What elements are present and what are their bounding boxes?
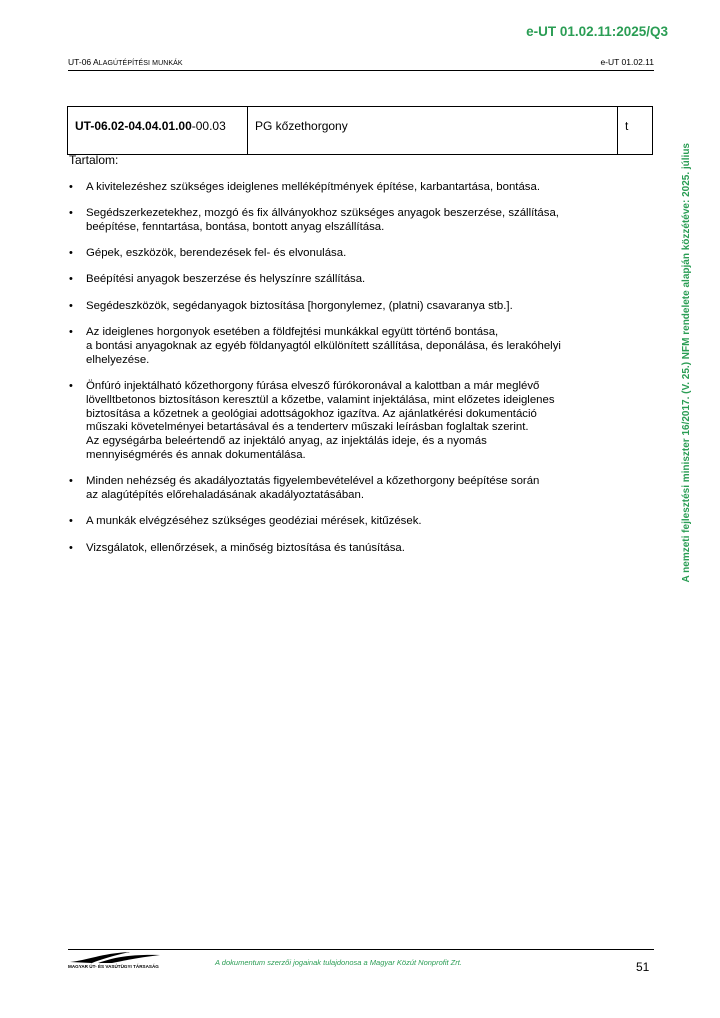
item-code: UT-06.02-04.04.01.00 [75,119,192,133]
running-header-code: e-UT 01.02.11 [600,57,654,67]
side-note-text: A nemzeti fejlesztési miniszter 16/2017. (V. 25.) NFM rendelete alapján közzétéve: 2025. július [680,143,692,583]
item-code-cell [68,107,248,155]
list-item [69,326,653,367]
copyright-note: A dokumentum szerzői jogainak tulajdonosa a Magyar Közút Nonprofit Zrt. [215,958,462,967]
list-item-line: • Segédeszközök, segédanyagok biztosítása [horgonylemez, (platni) csavaranya stb.]. [86,299,513,312]
list-item-line: beépítése, fenntartása, bontása, bontott anyag elszállítása. [86,220,385,233]
list-item-line: elhelyezése. [86,353,150,366]
running-header-smallcaps: LAGÚTÉPÍTÉSI MUNKÁK [98,60,183,67]
list-item-line: • A munkák elvégzéséhez szükséges geodéziai mérések, kitűzések. [86,515,422,528]
list-item [69,475,653,503]
list-item [69,515,653,529]
content-heading: Tartalom: [69,153,119,167]
list-item [69,380,653,463]
running-header-prefix: UT-06 A [68,57,99,67]
item-name-cell [248,107,618,155]
list-item-line: • Gépek, eszközök, berendezések fel- és elvonulása. [86,247,347,260]
logo-text: MAGYAR ÚT- ÉS VASÚTÜGYI TÁRSASÁG [68,964,159,969]
publisher-logo [68,950,168,972]
list-item-line: • Önfúró injektálható kőzethorgony fúrása elvesző fúrókoronával a kalottban a már meglévő [86,379,540,392]
logo-mark-icon [68,950,168,964]
list-item [69,181,653,195]
list-item-line: • Vizsgálatok, ellenőrzések, a minőség biztosítása és tanúsítása. [86,541,405,554]
list-item-line: Az egységárba beleértendő az injektáló anyag, az injektálás ideje, és a nyomás [86,435,487,448]
list-item [69,300,653,314]
item-table [67,106,653,155]
item-code-suffix: -00.03 [191,119,226,133]
list-item-line: a bontási anyagoknak az egyéb földanyagtól elkülönített szállítása, deponálása, és lerakóhelyi [86,339,561,352]
list-item-line: • Az ideiglenes horgonyok esetében a földfejtési munkákkal együtt történő bontása, [86,326,499,339]
page-number: 51 [636,960,650,974]
content-section [69,154,653,568]
list-item-line: az alagútépítés előrehaladásának akadályoztatásában. [86,489,365,502]
list-item-line: műszaki követelményei betartásával és a tenderterv műszaki leírásban foglaltak szerint. [86,421,529,434]
list-item-line: • Beépítési anyagok beszerzése és helyszínre szállítása. [86,273,366,286]
content-list [69,181,653,556]
list-item [69,247,653,261]
list-item [69,207,653,235]
item-unit: t [625,119,629,133]
list-item [69,542,653,556]
list-item-line: lövelltbetonos biztosításon keresztül a kőzetbe, valamint injektálása, mint előzetes ideiglenes [86,393,555,406]
list-item-line: • A kivitelezéshez szükséges ideiglenes melléképítmények építése, karbantartása, bontása. [86,180,540,193]
side-note [675,95,697,631]
document-code: e-UT 01.02.11:2025/Q3 [526,24,668,39]
running-header-title [68,57,183,67]
list-item [69,273,653,287]
list-item-line: biztosítása a kőzetnek a geológiai adottságokhoz igazítva. Az ajánlatkérési dokumentáció [86,407,537,420]
list-item-line: • Minden nehézség és akadályoztatás figyelembevételével a kőzethorgony beépítése során [86,475,540,488]
item-name: PG kőzethorgony [255,119,348,133]
running-header [68,57,654,71]
list-item-line: • Segédszerkezetekhez, mozgó és fix állványokhoz szükséges anyagok beszerzése, szállítása, [86,207,559,220]
item-unit-cell [618,107,653,155]
item-row [68,107,653,155]
list-item-line: mennyiségmérés és annak dokumentálása. [86,448,306,461]
